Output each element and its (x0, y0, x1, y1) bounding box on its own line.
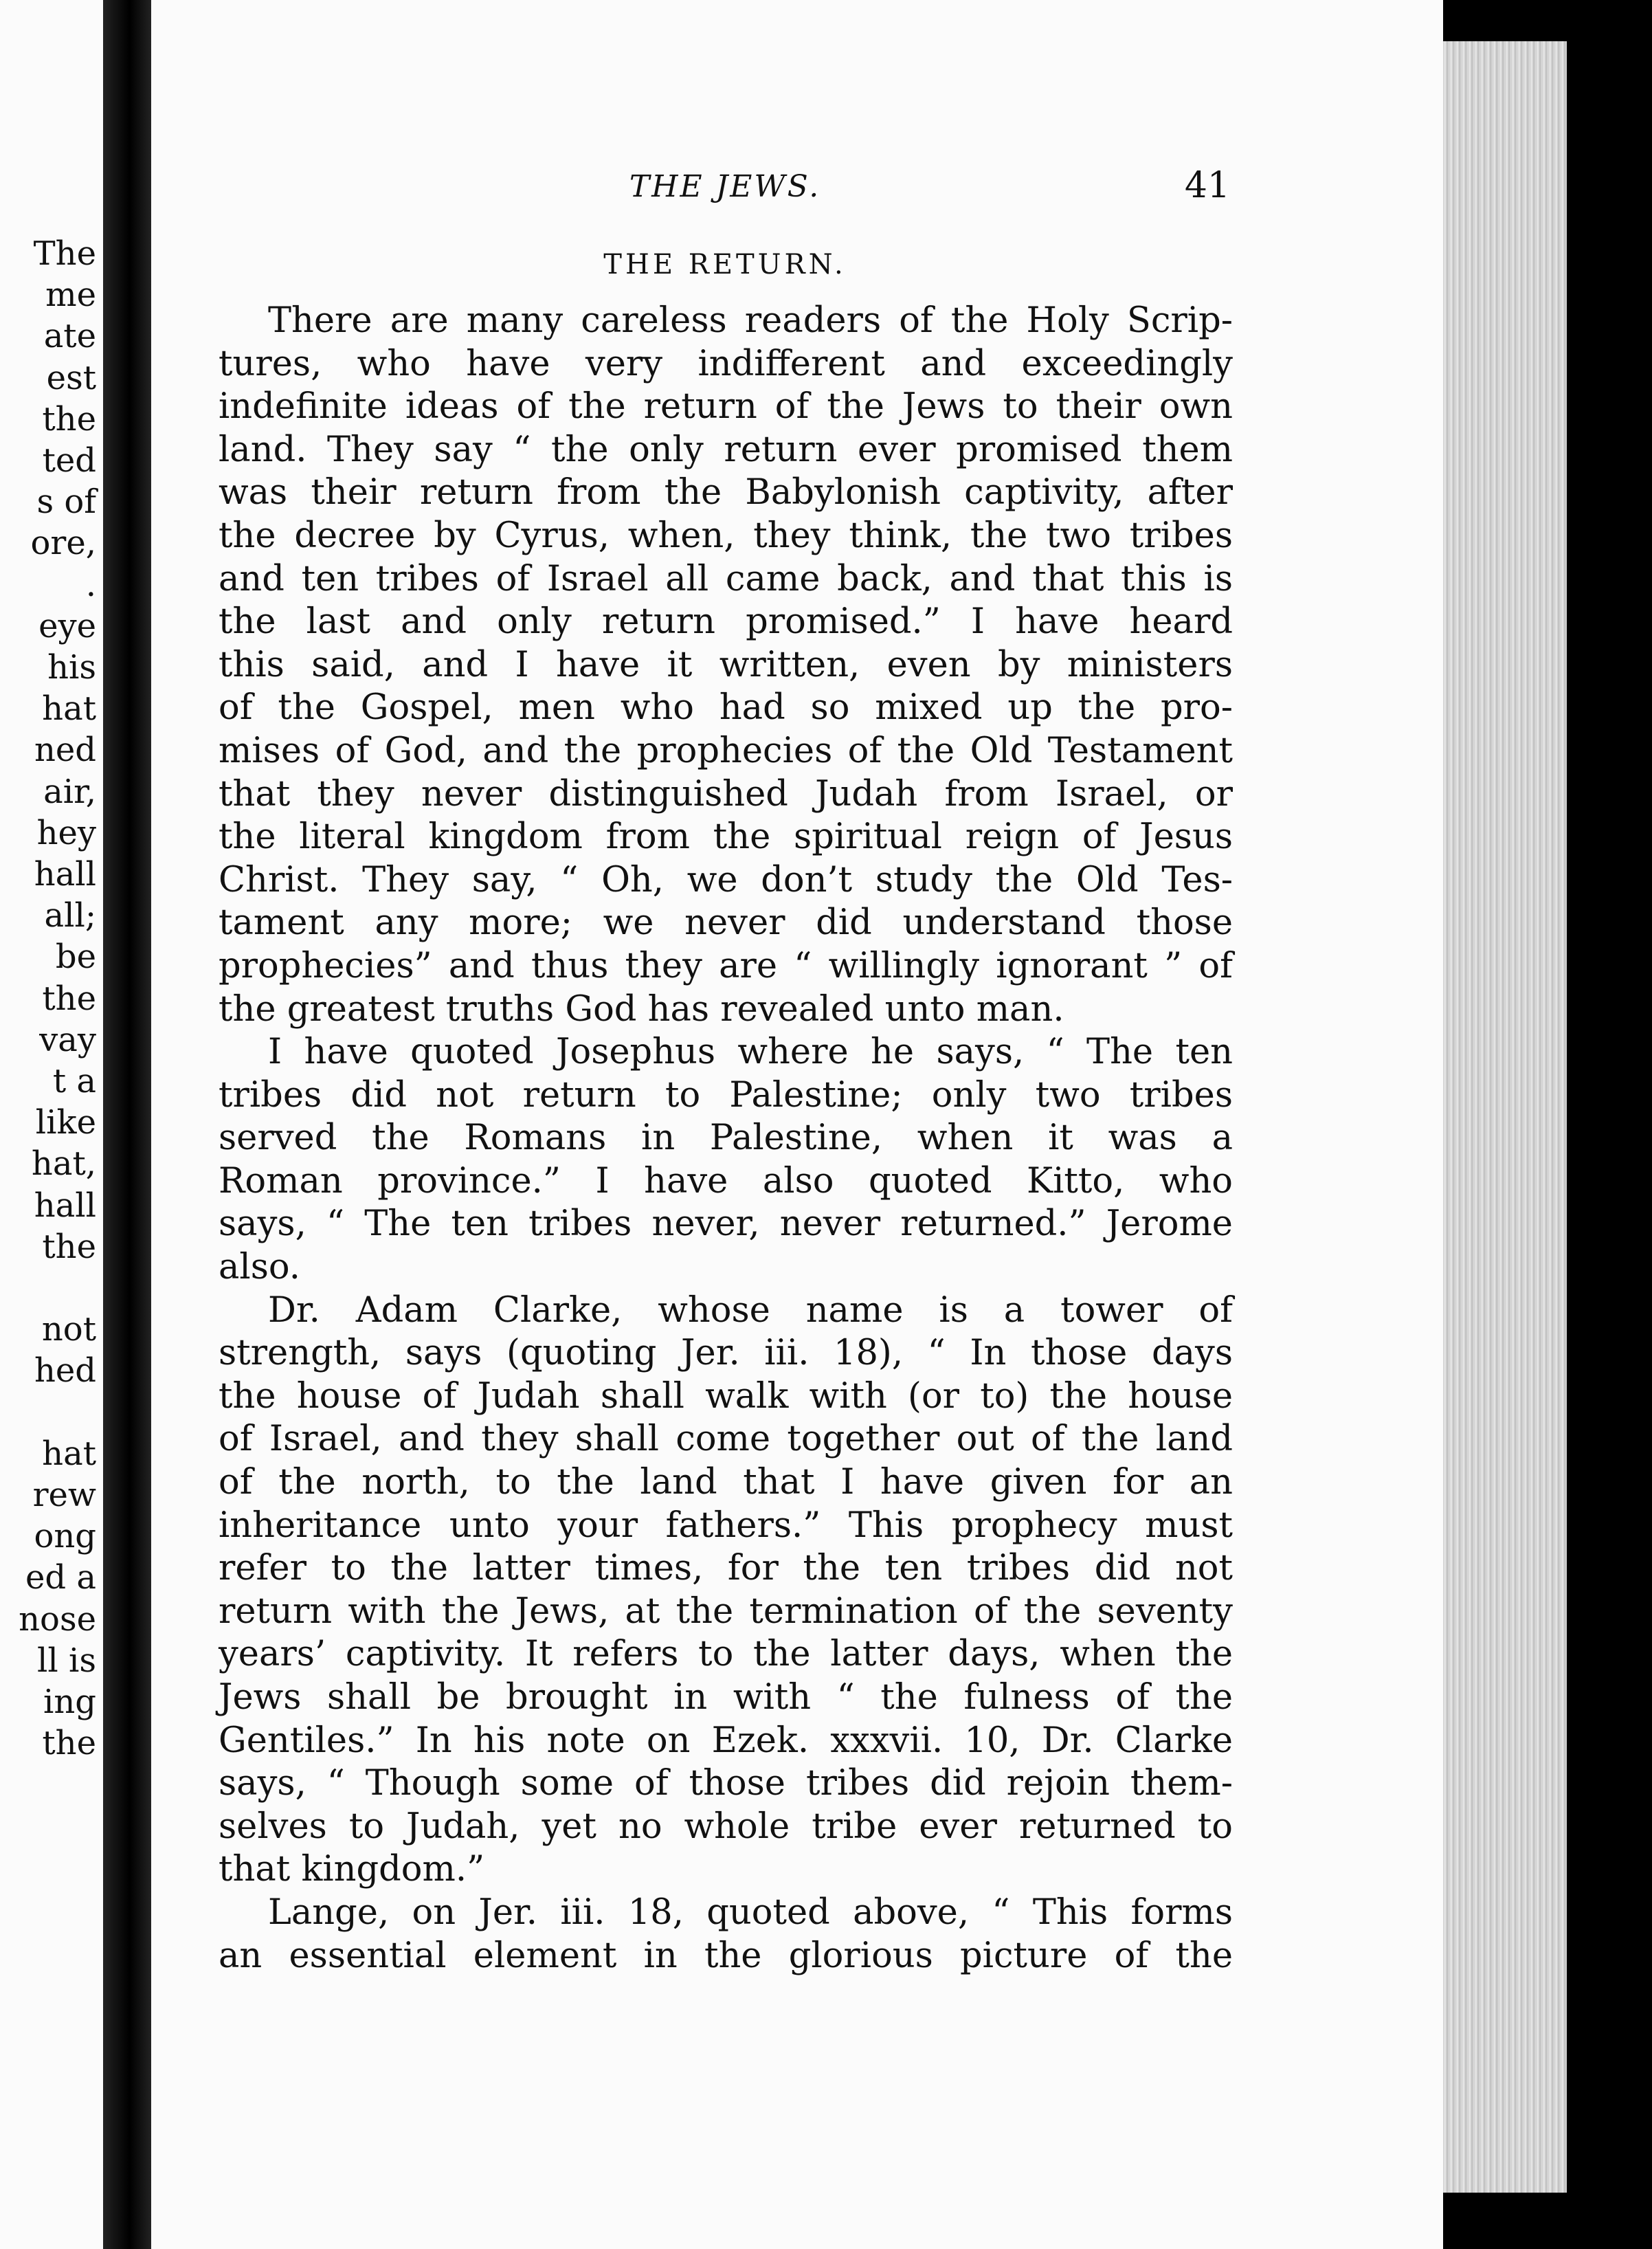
text-line: inheritance unto your fathers.” This prophecy must (219, 1505, 1233, 1546)
page-header (220, 165, 1230, 213)
facing-page-line: nose (19, 1599, 96, 1639)
facing-page-line: hall (34, 1186, 96, 1225)
text-line: Christ. They say, “ Oh, we don’t study the Old Tes- (219, 859, 1233, 900)
text-line: and ten tribes of Israel all came back, and that this is (219, 558, 1233, 599)
facing-page-fragment (0, 0, 103, 2249)
facing-page-line: ong (34, 1517, 96, 1556)
facing-page-line: rew (32, 1476, 96, 1514)
facing-page-line: not (41, 1310, 96, 1349)
section-title: THE RETURN. (603, 249, 847, 280)
text-line: an essential element in the glorious picture of the (219, 1935, 1233, 1976)
facing-page-line: est (46, 358, 96, 397)
text-line: years’ captivity. It refers to the latter days, when the (219, 1634, 1233, 1675)
page-number: 41 (1184, 165, 1230, 206)
text-line: Dr. Adam Clarke, whose name is a tower of (268, 1289, 1233, 1331)
facing-page-line: me (45, 276, 96, 315)
facing-page-line: the (42, 1724, 96, 1763)
book-gutter (103, 0, 151, 2249)
text-line: tures, who have very indifferent and exceedingly (219, 343, 1233, 384)
text-line: Jews shall be brought in with “ the fulness of the (219, 1677, 1233, 1718)
scan-background-right (1567, 0, 1652, 2249)
facing-page-line: his (47, 648, 96, 687)
facing-page-line: the (42, 399, 96, 439)
text-line: prophecies” and thus they are “ willingly ignorant ” of (219, 945, 1233, 986)
body-text (219, 300, 1233, 1977)
text-line: tament any more; we never did understand those (219, 902, 1233, 944)
facing-page-line: hed (34, 1351, 96, 1391)
text-line: Gentiles.” In his note on Ezek. xxxvii. 10, Dr. Clarke (219, 1720, 1233, 1761)
text-line: mises of God, and the prophecies of the Old Testament (219, 730, 1233, 771)
text-line: refer to the latter times, for the ten tribes did not (219, 1548, 1233, 1589)
facing-page-line: ted (42, 441, 96, 480)
facing-page-line: hey (36, 813, 96, 852)
text-line: the greatest truths God has revealed unto man. (219, 988, 1064, 1030)
text-line: the literal kingdom from the spiritual reign of Jesus (219, 817, 1233, 858)
text-line: the decree by Cyrus, when, they think, the two tribes (219, 515, 1233, 556)
text-line: the last and only return promised.” I have heard (219, 601, 1233, 643)
text-line: was their return from the Babylonish captivity, after (219, 472, 1233, 513)
facing-page-line: . (85, 565, 96, 604)
facing-page-line: the (42, 1227, 96, 1266)
text-line: I have quoted Josephus where he says, “ The ten (268, 1032, 1233, 1073)
facing-page-line: ed a (25, 1558, 96, 1597)
text-line: return with the Jews, at the termination of the seventy (219, 1591, 1233, 1632)
page-stack-edge (1443, 41, 1567, 2193)
facing-page-line: hat, (31, 1144, 96, 1184)
facing-page-line: hall (34, 855, 96, 894)
text-line: of the Gospel, men who had so mixed up the pro- (219, 687, 1233, 729)
text-line: this said, and I have it written, even by ministers (219, 644, 1233, 685)
text-line: selves to Judah, yet no whole tribe ever returned to (219, 1806, 1233, 1847)
scan-background-bottom (1443, 2193, 1652, 2249)
text-line: Lange, on Jer. iii. 18, quoted above, “ This forms (268, 1892, 1233, 1933)
running-head: THE JEWS. (629, 169, 821, 204)
facing-page-line: eye (38, 606, 96, 645)
facing-page-line: hat (42, 689, 96, 729)
facing-page-line: be (55, 938, 96, 977)
facing-page-line: vay (39, 1020, 96, 1059)
text-line: also. (219, 1247, 300, 1288)
text-line: says, “ The ten tribes never, never returned.” Jerome (219, 1204, 1233, 1245)
facing-page-line: air, (43, 772, 96, 811)
text-line: the house of Judah shall walk with (or to) the house (219, 1375, 1233, 1417)
facing-page-line: t a (52, 1062, 96, 1100)
text-line: There are many careless readers of the Holy Scrip- (268, 300, 1233, 341)
facing-page-line: ing (43, 1683, 96, 1721)
facing-page-line: ore, (30, 524, 96, 563)
text-line: strength, says (quoting Jer. iii. 18), “ In those days (219, 1333, 1233, 1374)
text-line: of the north, to the land that I have given for an (219, 1462, 1233, 1503)
text-line: Roman province.” I have also quoted Kitto, who (219, 1160, 1233, 1201)
text-line: land. They say “ the only return ever promised them (219, 429, 1233, 470)
text-line: indefinite ideas of the return of the Jews to their own (219, 386, 1233, 428)
text-line: tribes did not return to Palestine; only two tribes (219, 1074, 1233, 1116)
facing-page-line: ll is (37, 1641, 96, 1680)
facing-page-line: hat (42, 1434, 96, 1473)
text-line: that they never distinguished Judah from Israel, or (219, 773, 1233, 815)
facing-page-line: ate (43, 317, 96, 356)
facing-page-line: ned (34, 731, 96, 770)
text-line: of Israel, and they shall come together out of the land (219, 1419, 1233, 1460)
text-line: says, “ Though some of those tribes did rejoin them- (219, 1763, 1233, 1804)
facing-page-line: all; (44, 896, 96, 935)
text-line: served the Romans in Palestine, when it was a (219, 1118, 1233, 1159)
facing-page-line: like (35, 1103, 96, 1142)
facing-page-line: the (42, 979, 96, 1018)
text-line: that kingdom.” (219, 1849, 485, 1890)
facing-page-line: s of (36, 483, 96, 522)
facing-page-line: The (33, 234, 96, 273)
